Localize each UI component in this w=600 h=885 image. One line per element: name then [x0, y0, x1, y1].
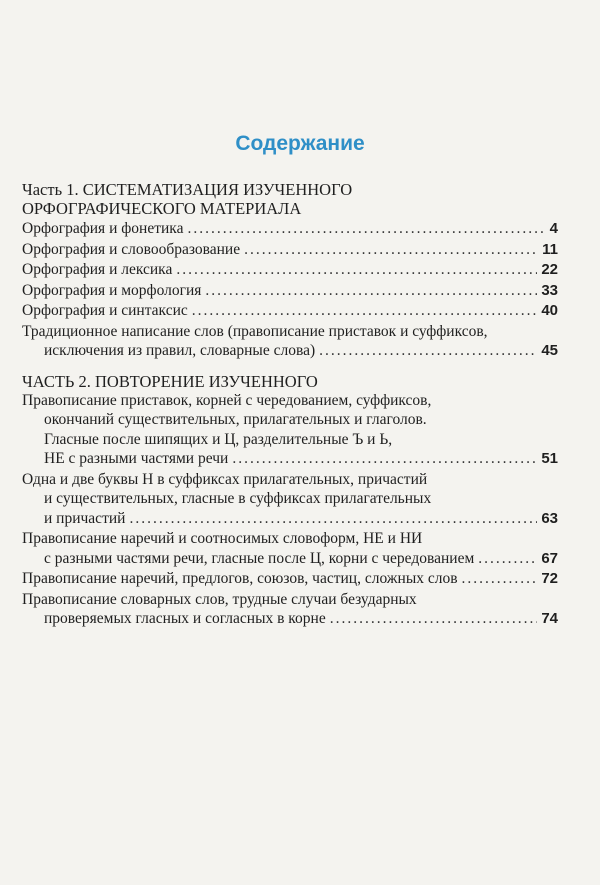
dot-leader — [192, 301, 538, 321]
part2-heading: ЧАСТЬ 2. ПОВТОРЕНИЕ ИЗУЧЕННОГО — [22, 371, 318, 391]
dot-leader — [462, 569, 538, 589]
toc-entry-line-last — [22, 449, 558, 469]
toc-entry-label: с разными частями речи, гласные после Ц, корни с чередованием — [44, 549, 475, 567]
toc-entry-label: Орфография и лексика — [22, 261, 173, 278]
toc-entry-line-last — [22, 341, 558, 361]
toc-entry-line: Одна и две буквы Н в суффиксах прилагательных, причастий — [22, 470, 428, 488]
toc-entry-label: проверяемых гласных и согласных в корне — [44, 610, 326, 627]
dot-leader — [205, 281, 537, 301]
dot-leader — [187, 219, 545, 239]
dot-leader — [330, 609, 538, 629]
toc-entry-page: 74 — [541, 610, 558, 627]
toc-entry-line: окончаний существительных, прилагательных и глаголов. — [44, 411, 427, 428]
toc-entry-label: исключения из правил, словарные слова) — [44, 342, 316, 359]
part1-heading-line2: ОРФОГРАФИЧЕСКОГО МАТЕРИАЛА — [22, 199, 302, 218]
toc-entry-line: и существительных, гласные в суффиксах прилагательных — [44, 490, 432, 507]
toc-entry-line: Традиционное написание слов (правописание приставок и суффиксов, — [22, 322, 488, 340]
toc-entry-page: 11 — [542, 240, 558, 258]
page-title: Содержание — [235, 132, 365, 155]
part1-heading-line1: Часть 1. СИСТЕМАТИЗАЦИЯ ИЗУЧЕННОГО — [22, 180, 353, 199]
toc-entry-line-last — [22, 509, 558, 529]
toc-entry[interactable] — [22, 569, 558, 589]
toc-entry-multiline[interactable] — [22, 322, 558, 361]
toc-entry[interactable] — [22, 301, 558, 321]
toc-entry-label: Орфография и морфология — [22, 281, 202, 299]
toc-entry-multiline[interactable] — [22, 529, 558, 568]
dot-leader — [232, 449, 537, 469]
toc-entry-label: и причастий — [44, 509, 126, 527]
toc-entry-page: 67 — [541, 549, 558, 567]
toc-entry-line: Правописание словарных слов, трудные случаи безударных — [22, 590, 417, 608]
toc-entry-page: 40 — [541, 302, 558, 319]
toc-entry-label: Орфография и фонетика — [22, 220, 184, 237]
toc-entry-multiline[interactable] — [22, 590, 558, 629]
dot-leader — [319, 341, 537, 361]
dot-leader — [244, 240, 538, 260]
toc-entry-line-last — [22, 549, 558, 569]
toc-entry[interactable] — [22, 219, 558, 239]
toc-entry-page: 22 — [541, 261, 558, 278]
toc-entry-multiline[interactable] — [22, 391, 558, 469]
toc-entry-page: 45 — [541, 342, 558, 359]
toc-entry-page: 4 — [549, 220, 558, 237]
toc-entry-line-last — [22, 609, 558, 629]
toc-entry[interactable] — [22, 281, 558, 301]
toc-entry-page: 33 — [541, 281, 558, 299]
toc-entry-label: Правописание наречий, предлогов, союзов, частиц, сложных слов — [22, 570, 458, 587]
toc-entry-label: Орфография и синтаксис — [22, 302, 188, 319]
toc-entry-line: Правописание приставок, корней с чередованием, суффиксов, — [22, 391, 432, 409]
toc-entry-line: Правописание наречий и соотносимых словоформ, НЕ и НИ — [22, 530, 423, 547]
toc-entry-label: НЕ с разными частями речи — [44, 450, 229, 467]
table-of-contents — [22, 180, 558, 629]
toc-entry-page: 63 — [541, 509, 558, 527]
dot-leader — [129, 509, 537, 529]
toc-entry-page: 51 — [541, 450, 558, 467]
toc-entry-label: Орфография и словообразование — [22, 240, 241, 258]
toc-entry-multiline[interactable] — [22, 470, 558, 529]
toc-entry-page: 72 — [541, 570, 558, 587]
toc-entry[interactable] — [22, 260, 558, 280]
toc-entry-line: Гласные после шипящих и Ц, разделительные Ъ и Ь, — [44, 430, 393, 448]
dot-leader — [176, 260, 537, 280]
dot-leader — [478, 549, 537, 569]
toc-entry[interactable] — [22, 240, 558, 260]
